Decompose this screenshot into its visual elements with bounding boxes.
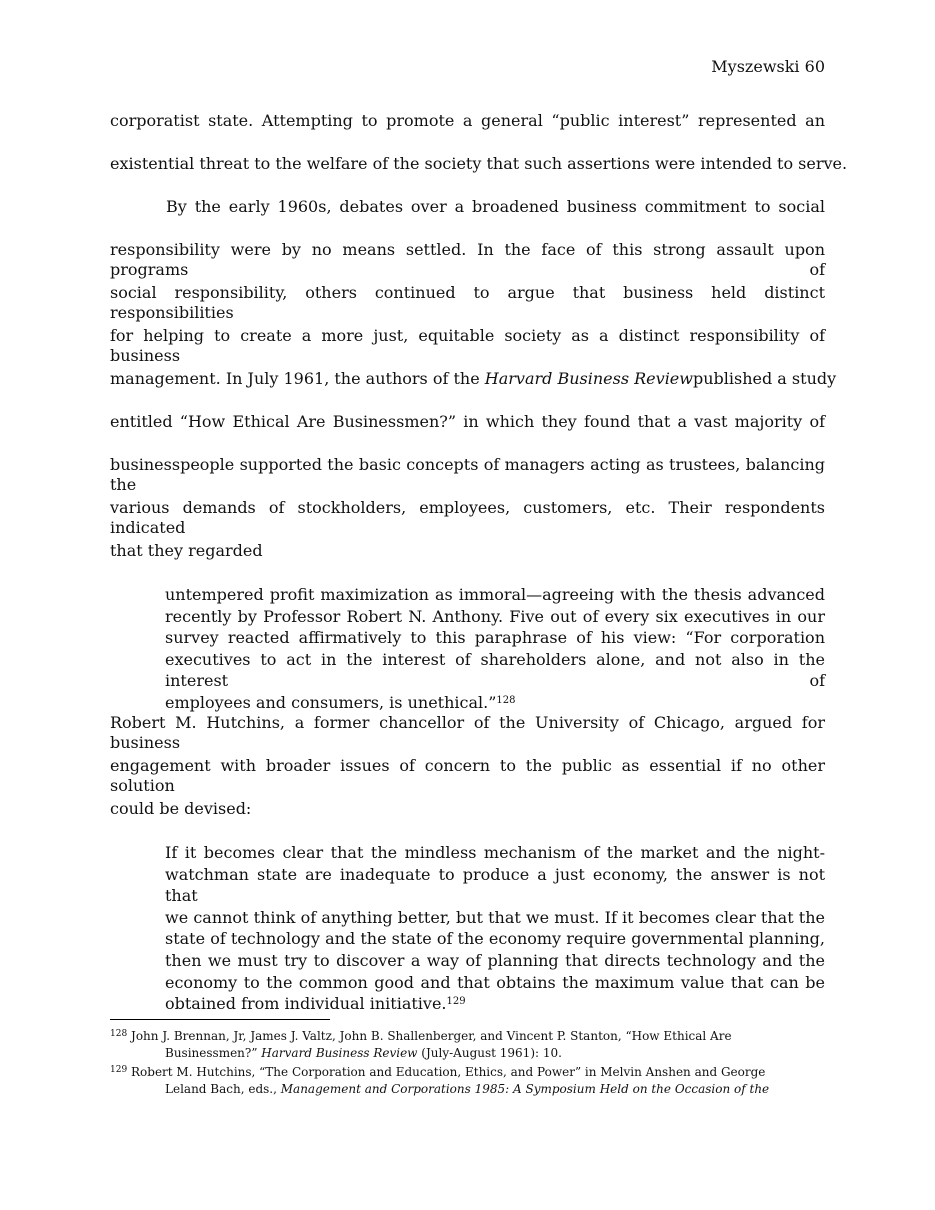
body-text-line: existential threat to the welfare of the society that such assertions were intended to serve. [110, 154, 848, 173]
body-text-line [110, 369, 837, 389]
journal-title: Harvard Business Review [261, 1046, 418, 1060]
text-span: Businessmen?” [165, 1046, 258, 1060]
quote-line: recently by Professor Robert N. Anthony. Five out of every six executives in our [165, 606, 825, 626]
text-span: employees and consumers, is unethical.” [165, 692, 497, 712]
book-title: Management and Corporations 1985: A Symposium Held on the Occasion of the [280, 1082, 770, 1096]
footnote [110, 1028, 825, 1062]
quote-line [165, 692, 825, 714]
quote-line [165, 993, 825, 1015]
quote-line: state of technology and the state of the economy require governmental planning, [165, 929, 825, 949]
footnote-number: 129 [110, 1065, 128, 1075]
footnote-separator [110, 1019, 330, 1020]
body-text-line: By the early 1960s, debates over a broadened business commitment to social [166, 197, 825, 216]
body-text-line: entitled “How Ethical Are Businessmen?” in which they found that a vast majority of [110, 412, 825, 431]
text-span: obtained from individual initiative. [165, 994, 447, 1014]
body-text-line: social responsibility, others continued to argue that business held distinct responsibilities [110, 283, 825, 322]
quote-line: watchman state are inadequate to produce a just economy, the answer is not that [165, 864, 825, 906]
quote-line: survey reacted affirmatively to this paraphrase of his view: “For corporation [165, 628, 825, 648]
body-text-line: Robert M. Hutchins, a former chancellor of the University of Chicago, argued for business [110, 713, 825, 752]
footnote-number: 128 [110, 1029, 128, 1039]
text-span: management. In July 1961, the authors of the [110, 369, 480, 388]
running-head: Myszewski 60 [711, 57, 825, 76]
body-text-line: responsibility were by no means settled. In the face of this strong assault upon programs of [110, 240, 825, 279]
quote-line: we cannot think of anything better, but that we must. If it becomes clear that the [165, 907, 825, 927]
quote-line: If it becomes clear that the mindless mechanism of the market and the night- [165, 843, 825, 862]
block-quote [165, 584, 825, 714]
journal-title: Harvard Business Review [484, 369, 693, 388]
body-text-line: businesspeople supported the basic concepts of managers acting as trustees, balancing the [110, 455, 825, 494]
body-text-line: various demands of stockholders, employees, customers, etc. Their respondents indicated [110, 498, 825, 537]
body-text-line: corporatist state. Attempting to promote a general “public interest” represented an [110, 111, 825, 130]
text-span: (July-August 1961): 10. [421, 1046, 562, 1060]
body-text-line: could be devised: [110, 799, 252, 818]
quote-line: economy to the common good and that obtains the maximum value that can be [165, 972, 825, 992]
text-span: Leland Bach, eds., [165, 1082, 277, 1096]
quote-line: executives to act in the interest of shareholders alone, and not also in the interest of [165, 649, 825, 691]
quote-line: then we must try to discover a way of planning that directs technology and the [165, 950, 825, 970]
text-span: Robert M. Hutchins, “The Corporation and Education, Ethics, and Power” in Melvin Anshen and George [131, 1065, 766, 1079]
footnote-line [110, 1028, 825, 1045]
footnote-line [110, 1064, 825, 1081]
footnote-line [110, 1081, 825, 1098]
footnote-ref[interactable]: 128 [496, 694, 516, 706]
quote-line: untempered profit maximization as immoral—agreeing with the thesis advanced [165, 585, 825, 604]
footnote-line [110, 1045, 825, 1062]
body-text-line: that they regarded [110, 541, 263, 560]
text-span: John J. Brennan, Jr, James J. Valtz, John B. Shallenberger, and Vincent P. Stanton, “How Ethical Are [131, 1029, 732, 1043]
text-span: published a study [692, 369, 837, 388]
block-quote [165, 842, 825, 1015]
body-text-line: for helping to create a more just, equitable society as a distinct responsibility of business [110, 326, 825, 365]
body-text-line: engagement with broader issues of concern to the public as essential if no other solution [110, 756, 825, 795]
footnote-ref[interactable]: 129 [446, 996, 466, 1008]
footnote [110, 1064, 825, 1098]
